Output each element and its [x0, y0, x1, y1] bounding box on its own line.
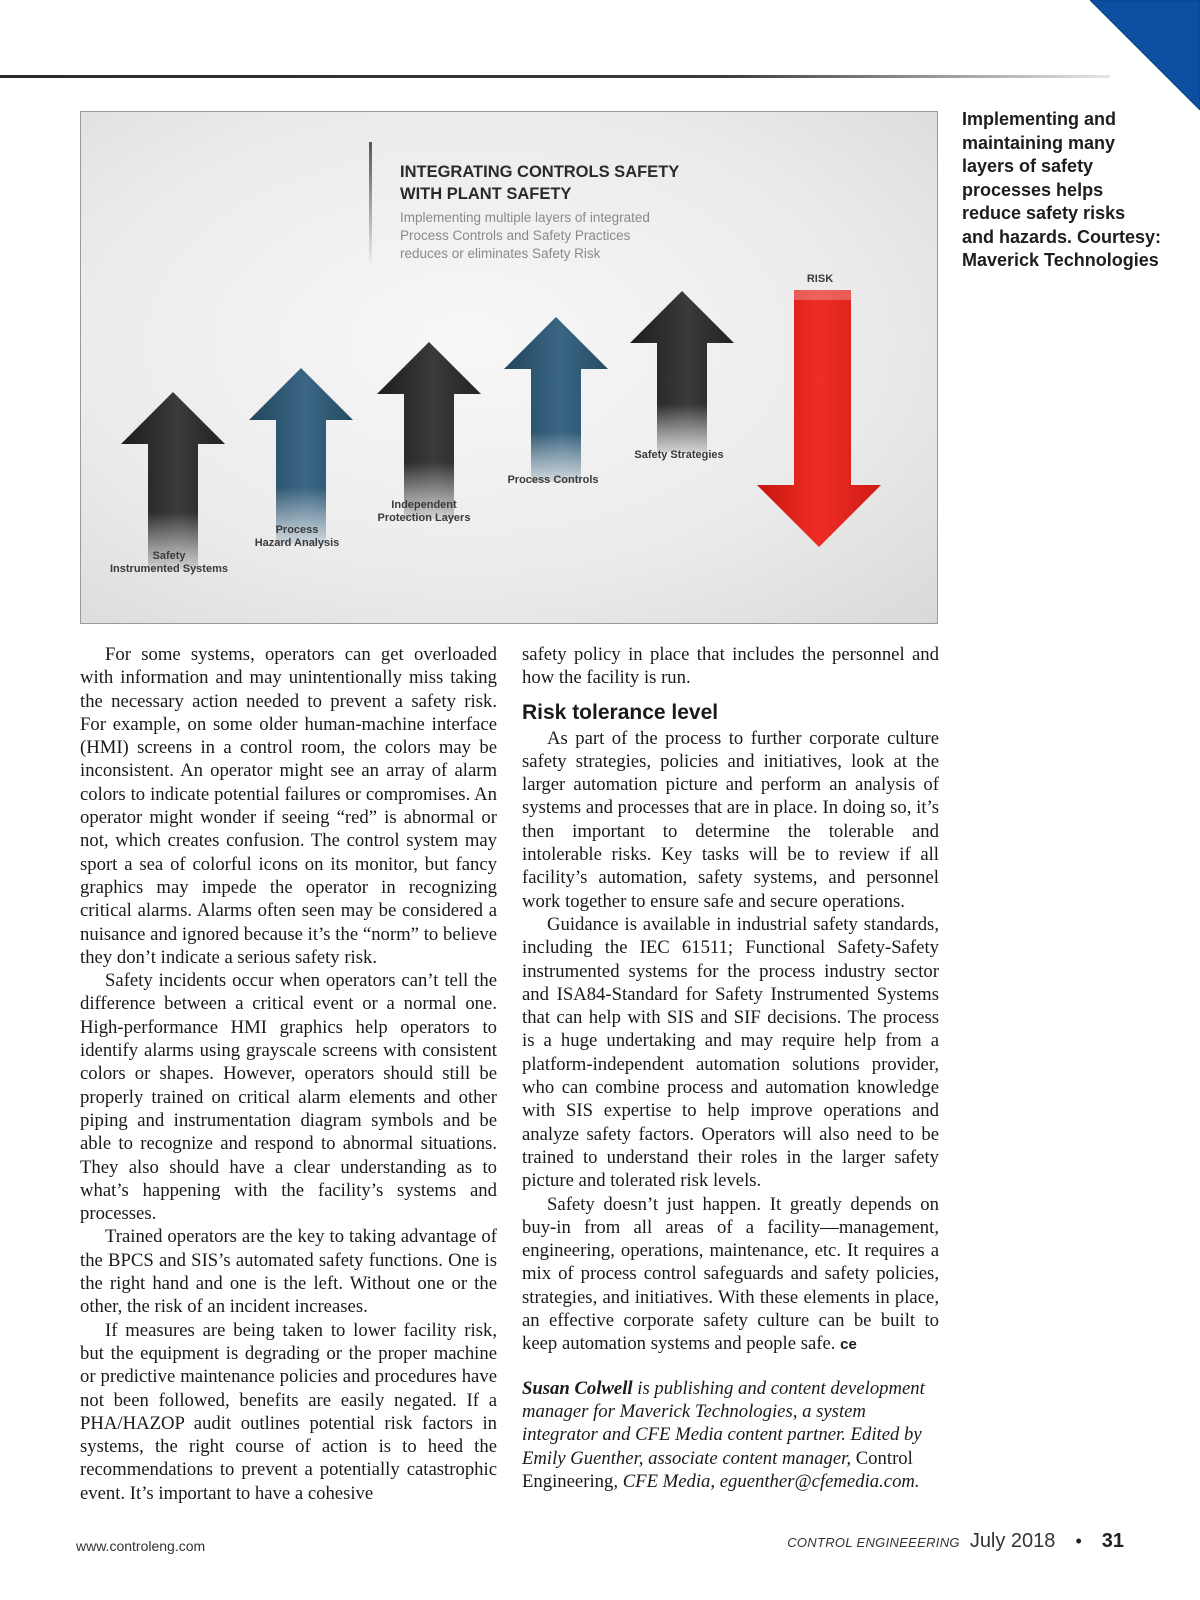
- author-name: Susan Colwell: [522, 1377, 633, 1399]
- footer-bullet: •: [1075, 1531, 1082, 1551]
- article-paragraph: Safety incidents occur when operators can’t tell the difference between a critical event or a normal one. High-performance HMI graphics help operators to identify alarms using grayscale screens with consistent colors or shapes. However, operators should still be properly trained on critical alarm elements and other piping and instrumentation diagram symbols and be able to recognize and respond to abnormal situations. They also should have a clear understanding as to what’s happening with the facility’s systems and processes.: [80, 970, 497, 1225]
- author-bio-contact: , CFE Media, eguenther@cfemedia.com.: [613, 1470, 920, 1492]
- figure-subtitle-line3: reduces or eliminates Safety Risk: [400, 246, 601, 261]
- arrow-label: Independent: [391, 499, 457, 511]
- author-bio-text: is publishing and content development manager for Maverick Technologies, a system integrator and CFE Media content partner. Edited by Emily Guenther, associate content manager,: [522, 1377, 925, 1469]
- article-paragraph-continued: safety policy in place that includes the personnel and how the facility is run.: [522, 644, 939, 689]
- arrow-label: Process Controls: [507, 474, 599, 486]
- figure-caption: Implementing and maintaining many layers of safety processes helps reduce safety risks and hazards. Courtesy: Maverick Technologies: [962, 109, 1162, 270]
- arrow-label: Safety: [152, 550, 186, 562]
- footer-folio: [787, 1530, 1124, 1553]
- footer-website: www.controleng.com: [76, 1538, 206, 1554]
- final-paragraph-text: Safety doesn’t just happen. It greatly depends on buy-in from all areas of a facility—management, engineering, operations, maintenance, etc. It requires a mix of process control safeguards and safety policies, strategies, and initiatives. With these elements in place, an effective corporate safety culture can be built to keep automation systems and people safe.: [522, 1193, 939, 1355]
- figure-subtitle-line2: Process Controls and Safety Practices: [400, 228, 631, 243]
- figure-subtitle-line1: Implementing multiple layers of integrated: [400, 210, 650, 225]
- figure-title-line1: INTEGRATING CONTROLS SAFETY: [400, 163, 680, 181]
- footer-date: July 2018: [969, 1530, 1056, 1552]
- figure-title-rule: [369, 142, 372, 267]
- article-column-left: [80, 643, 497, 1505]
- page-footer: [76, 1530, 1124, 1560]
- arrow-label: Safety Strategies: [634, 449, 724, 461]
- section-heading: Risk tolerance level: [522, 700, 719, 724]
- footer-magazine: CONTROL ENGINEEERING: [787, 1535, 960, 1550]
- arrow-label: Process: [275, 524, 319, 536]
- page-number: 31: [1101, 1530, 1124, 1552]
- risk-label: RISK: [806, 273, 834, 285]
- publication-name: Control Engineering: [522, 1447, 913, 1492]
- article-paragraph: Trained operators are the key to taking advantage of the BPCS and SIS’s automated safety functions. One is the right hand and one is the left. Without one or the other, the risk of an incident increases.: [80, 1226, 497, 1318]
- author-bio: [522, 1377, 939, 1493]
- article-paragraph-final: [522, 1193, 939, 1357]
- arrow-label: Protection Layers: [377, 512, 471, 524]
- article-paragraph: For some systems, operators can get overloaded with information and may unintentionally miss taking the necessary action needed to prevent a safety risk. For example, on some older human-machine interface (HMI) screens in a control room, the colors may be inconsistent. An operator might see an array of alarm colors to indicate potential failures or compromises. An operator might wonder if seeing “red” is abnormal or not, which creates confusion. The control system may sport a sea of colorful icons on its monitor, but fancy graphics may impede the operator in recognizing critical alarms. Alarms often seen may be considered a nuisance and ignored because it’s the “norm” to believe they don’t indicate a serious safety risk.: [80, 644, 497, 968]
- arrow-label: Instrumented Systems: [110, 563, 228, 575]
- risk-arrow: [757, 290, 881, 547]
- top-rule: [0, 75, 1110, 78]
- article-paragraph: Guidance is available in industrial safety standards, including the IEC 61511; Functional Safety-Safety instrumented systems for the process industry sector and ISA84-Standard for Safety Instrumented Systems that can help with SIS and SIF decisions. The process is a huge undertaking and may require help from a platform-independent automation solutions provider, who can combine process and automation knowledge with SIS expertise to help improve operations and analyze safety factors. Operators will also need to be trained to understand their roles in the larger safety picture and tolerated risk levels.: [522, 913, 939, 1192]
- infographic-figure: [80, 111, 938, 624]
- figure-title-line2: WITH PLANT SAFETY: [400, 185, 572, 203]
- article-paragraph: As part of the process to further corporate culture safety strategies, policies and initiatives, look at the larger automation picture and perform an analysis of systems and processes that are in place. In doing so, it’s then important to determine the tolerable and intolerable risks. Key tasks will be to review if all facility’s automation, safety systems, and personnel work together to ensure safe and secure operations.: [522, 727, 939, 912]
- article-paragraph: If measures are being taken to lower facility risk, but the equipment is degrading or the proper machine or predictive maintenance policies and procedures have not been followed, benefits are easily negated. If a PHA/HAZOP audit outlines potential risk factors in systems, the right course of action is to heed the recommendations to prevent a potentially catastrophic event. It’s important to have a cohesive: [80, 1319, 497, 1504]
- corner-accent-triangle: [1090, 0, 1200, 110]
- arrow-label: Hazard Analysis: [254, 537, 340, 549]
- end-mark: ce: [840, 1336, 857, 1354]
- article-column-right: [522, 643, 939, 1493]
